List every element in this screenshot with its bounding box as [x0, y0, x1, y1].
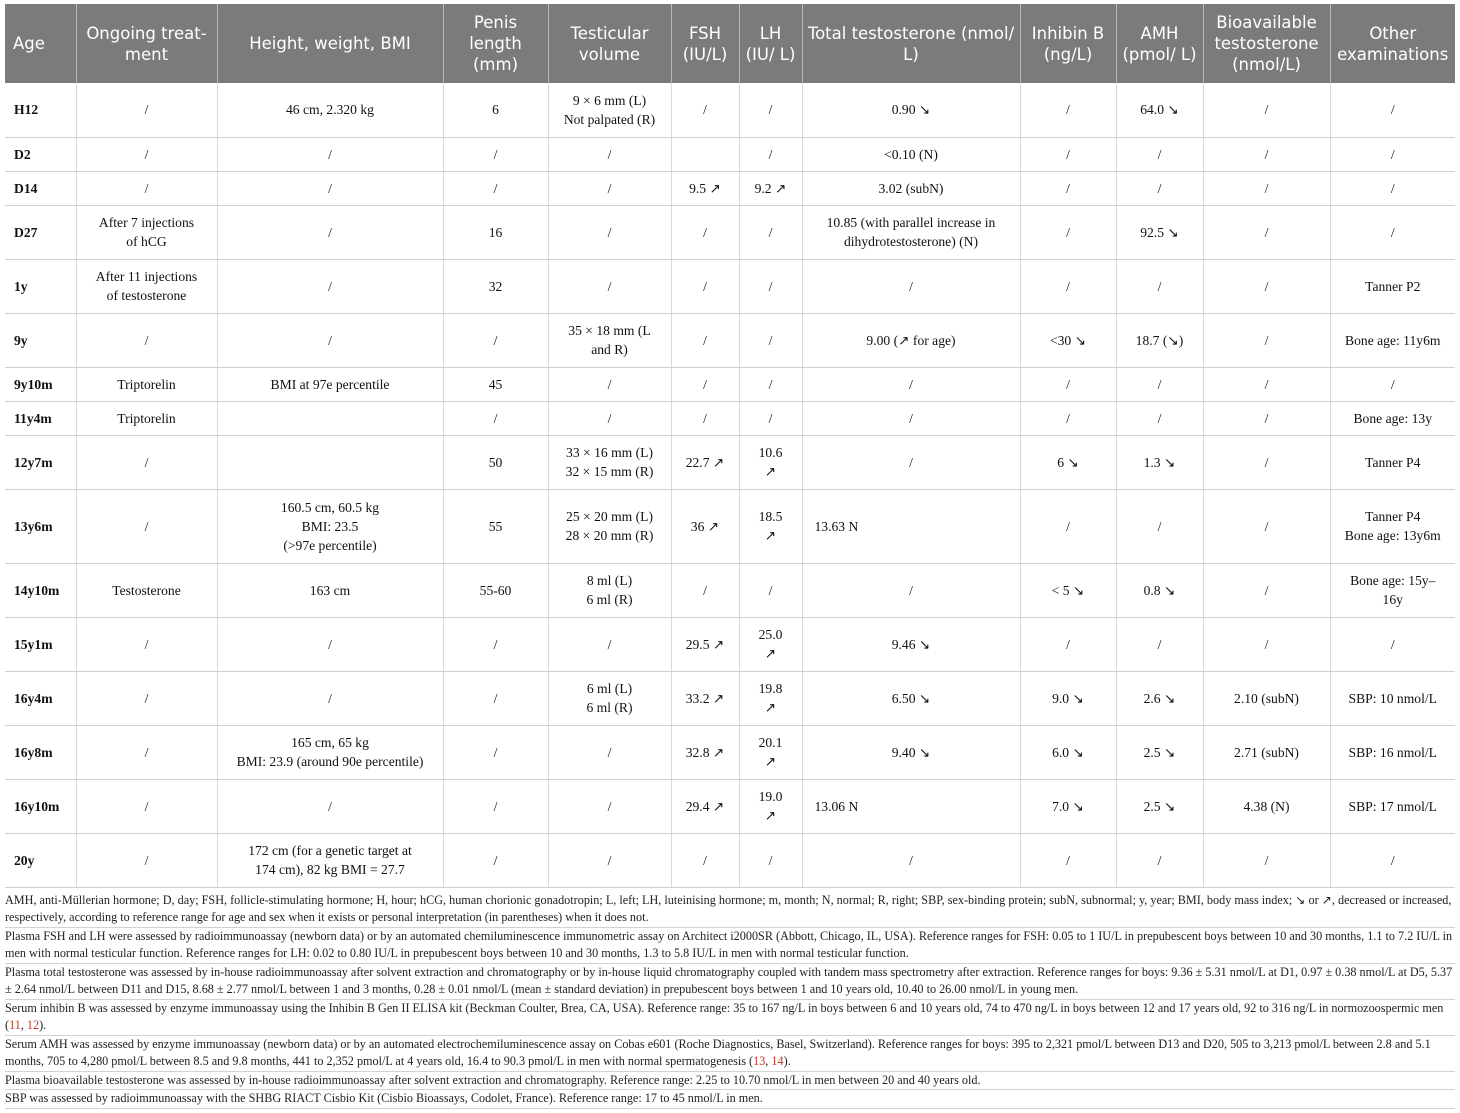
cell-amh: 0.8 ↘ — [1116, 563, 1203, 617]
cell-age: 20y — [5, 833, 76, 887]
cell-bioavailable-testosterone: / — [1203, 259, 1330, 313]
table-row — [5, 313, 1455, 367]
cell-age: D2 — [5, 137, 76, 171]
cell-height-weight-bmi: / — [217, 205, 443, 259]
cell-lh: / — [739, 401, 802, 435]
cell-penis-length: / — [443, 725, 548, 779]
cell-bioavailable-testosterone: / — [1203, 435, 1330, 489]
cell-bioavailable-testosterone: / — [1203, 489, 1330, 563]
col-header-treatment: Ongoing treat-ment — [76, 4, 217, 83]
cell-other-examinations: Bone age: 11y6m — [1330, 313, 1455, 367]
cell-lh: / — [739, 259, 802, 313]
cell-inhibin-b: / — [1020, 83, 1116, 137]
cell-penis-length: / — [443, 171, 548, 205]
cell-lh: 18.5 ↗ — [739, 489, 802, 563]
cell-height-weight-bmi: 172 cm (for a genetic target at 174 cm), 82 kg BMI = 27.7 — [217, 833, 443, 887]
cell-inhibin-b: / — [1020, 259, 1116, 313]
cell-testicular-volume: / — [548, 779, 671, 833]
cell-treatment: After 7 injections of hCG — [76, 205, 217, 259]
cell-age: 9y — [5, 313, 76, 367]
table-row — [5, 563, 1455, 617]
cell-other-examinations: / — [1330, 833, 1455, 887]
cell-amh: / — [1116, 259, 1203, 313]
table-row — [5, 137, 1455, 171]
cell-testicular-volume: 8 ml (L) 6 ml (R) — [548, 563, 671, 617]
cell-total-testosterone: / — [802, 435, 1020, 489]
header-row — [5, 4, 1455, 83]
cell-inhibin-b: 9.0 ↘ — [1020, 671, 1116, 725]
footnote-testosterone: Plasma total testosterone was assessed by in-house radioimmunoassay after solvent extraction and chromatography or by in-house liquid chromatography coupled with tandem mass spectrometry after extraction. Reference ranges for boys: 9.36 ± 5.31 nmol/L at D1, 0.97 ± 0.38 nmol/L at D5, 5.37 ± 2.64 nmol/L between D11 and D15, 8.68 ± 2.77 nmol/L between 1 and 3 months, 0.28 ± 0.01 nmol/L (mean ± standard deviation) in prepubescent boys between 1 and 10 years old, 10.40 to 26.00 nmol/L in young men. — [5, 964, 1455, 1000]
cell-treatment: / — [76, 171, 217, 205]
cell-total-testosterone: <0.10 (N) — [802, 137, 1020, 171]
cell-penis-length: 16 — [443, 205, 548, 259]
cell-bioavailable-testosterone: / — [1203, 313, 1330, 367]
footnote-inhibin — [5, 1000, 1455, 1036]
cell-height-weight-bmi: / — [217, 137, 443, 171]
cell-penis-length: / — [443, 671, 548, 725]
col-header-testicular-volume: Testicular volume — [548, 4, 671, 83]
cell-treatment: Testosterone — [76, 563, 217, 617]
cell-fsh: / — [671, 833, 739, 887]
cell-amh: / — [1116, 617, 1203, 671]
cell-total-testosterone: 3.02 (subN) — [802, 171, 1020, 205]
cell-treatment: / — [76, 489, 217, 563]
cell-height-weight-bmi: / — [217, 259, 443, 313]
cell-penis-length: / — [443, 313, 548, 367]
footnote-abbreviations: AMH, anti-Müllerian hormone; D, day; FSH, follicle-stimulating hormone; H, hour; hCG, human chorionic gonadotropin; L, left; LH, luteinising hormone; m, month; N, normal; R, right; SBP, sex-binding protein; subN, subnormal; y, year; BMI, body mass index; ↘ or ↗, decreased or increased, respectively, according to reference range for age and sex when it exists or personal interpretation (in parentheses) when it does not. — [5, 892, 1455, 928]
cell-fsh: 32.8 ↗ — [671, 725, 739, 779]
cell-inhibin-b: < 5 ↘ — [1020, 563, 1116, 617]
cell-age: D14 — [5, 171, 76, 205]
citation-separator: , — [765, 1054, 772, 1068]
footnote-sbp: SBP was assessed by radioimmunoassay with the SHBG RIACT Cisbio Kit (Cisbio Bioassays, Codolet, France). Reference range: 17 to 45 nmol/L in men. — [5, 1090, 1455, 1109]
citation-link[interactable]: 12 — [26, 1018, 40, 1032]
cell-bioavailable-testosterone: / — [1203, 205, 1330, 259]
cell-treatment: Triptorelin — [76, 367, 217, 401]
table-row — [5, 489, 1455, 563]
cell-inhibin-b: / — [1020, 833, 1116, 887]
cell-age: 15y1m — [5, 617, 76, 671]
cell-other-examinations: SBP: 10 nmol/L — [1330, 671, 1455, 725]
cell-bioavailable-testosterone: / — [1203, 137, 1330, 171]
cell-age: 14y10m — [5, 563, 76, 617]
cell-age: 11y4m — [5, 401, 76, 435]
col-header-total-testosterone: Total testosterone (nmol/ L) — [802, 4, 1020, 83]
cell-amh: / — [1116, 367, 1203, 401]
hormone-data-table — [5, 4, 1455, 888]
cell-bioavailable-testosterone: 4.38 (N) — [1203, 779, 1330, 833]
cell-other-examinations: / — [1330, 205, 1455, 259]
cell-bioavailable-testosterone: / — [1203, 401, 1330, 435]
cell-amh: 1.3 ↘ — [1116, 435, 1203, 489]
cell-penis-length: / — [443, 779, 548, 833]
cell-age: 13y6m — [5, 489, 76, 563]
cell-testicular-volume: / — [548, 617, 671, 671]
cell-height-weight-bmi: / — [217, 779, 443, 833]
cell-lh: 20.1 ↗ — [739, 725, 802, 779]
cell-amh: / — [1116, 171, 1203, 205]
table-row — [5, 617, 1455, 671]
cell-total-testosterone: 13.06 N — [802, 779, 1020, 833]
table-row — [5, 171, 1455, 205]
cell-treatment: / — [76, 83, 217, 137]
cell-amh: 2.5 ↘ — [1116, 779, 1203, 833]
cell-age: 9y10m — [5, 367, 76, 401]
cell-lh: / — [739, 205, 802, 259]
cell-inhibin-b: / — [1020, 205, 1116, 259]
cell-age: 16y10m — [5, 779, 76, 833]
cell-penis-length: / — [443, 617, 548, 671]
cell-total-testosterone: / — [802, 367, 1020, 401]
cell-lh: 19.8 ↗ — [739, 671, 802, 725]
cell-treatment: Triptorelin — [76, 401, 217, 435]
cell-fsh: / — [671, 367, 739, 401]
cell-inhibin-b: / — [1020, 367, 1116, 401]
cell-lh: / — [739, 313, 802, 367]
cell-total-testosterone: / — [802, 563, 1020, 617]
cell-bioavailable-testosterone: 2.71 (subN) — [1203, 725, 1330, 779]
cell-height-weight-bmi: / — [217, 171, 443, 205]
cell-lh: 25.0 ↗ — [739, 617, 802, 671]
footnote-amh-text: Serum AMH was assessed by enzyme immunoassay (newborn data) or by an automated electrochemiluminescence assay on Cobas e601 (Roche Diagnostics, Basel, Switzerland). Reference ranges for boys: 395 to 2,321 pmol/L between D13 and D20, 505 to 3,213 pmol/L between 2.8 and 5.1 months, 705 to 4,280 pmol/L between 8.5 and 9.8 months, 441 to 2,352 pmol/L at 4 years old, 16.4 to 90.3 pmol/L in men with normal spermatogenesis ( — [5, 1036, 1431, 1068]
cell-penis-length: / — [443, 137, 548, 171]
cell-treatment: / — [76, 671, 217, 725]
cell-treatment: After 11 injections of testosterone — [76, 259, 217, 313]
cell-height-weight-bmi: 163 cm — [217, 563, 443, 617]
cell-fsh — [671, 137, 739, 171]
cell-inhibin-b: 7.0 ↘ — [1020, 779, 1116, 833]
cell-age: D27 — [5, 205, 76, 259]
cell-amh: 2.5 ↘ — [1116, 725, 1203, 779]
cell-lh: / — [739, 83, 802, 137]
cell-treatment: / — [76, 833, 217, 887]
col-header-inhibin-b: Inhibin B (ng/L) — [1020, 4, 1116, 83]
col-header-age: Age — [5, 4, 76, 83]
table-container — [5, 4, 1455, 1109]
cell-lh: 19.0 ↗ — [739, 779, 802, 833]
cell-testicular-volume: 25 × 20 mm (L) 28 × 20 mm (R) — [548, 489, 671, 563]
cell-bioavailable-testosterone: / — [1203, 171, 1330, 205]
footnote-inhibin-text: Serum inhibin B was assessed by enzyme immunoassay using the Inhibin B Gen II ELISA kit (Beckman Coulter, Brea, CA, USA). Reference range: 35 to 167 ng/L in boys between 6 and 10 years old, 74 to 470 ng/L in boys between 12 and 17 years old, 92 to 316 ng/L in normozoospermic men ( — [5, 1000, 1444, 1032]
table-row — [5, 435, 1455, 489]
table-row — [5, 725, 1455, 779]
cell-other-examinations: / — [1330, 83, 1455, 137]
table-row — [5, 259, 1455, 313]
cell-height-weight-bmi: / — [217, 617, 443, 671]
cell-fsh: 33.2 ↗ — [671, 671, 739, 725]
cell-bioavailable-testosterone: / — [1203, 83, 1330, 137]
cell-amh: / — [1116, 137, 1203, 171]
cell-age: 12y7m — [5, 435, 76, 489]
cell-testicular-volume: / — [548, 725, 671, 779]
citation-link[interactable]: 11 — [9, 1018, 21, 1032]
cell-treatment: / — [76, 313, 217, 367]
cell-amh: 18.7 (↘) — [1116, 313, 1203, 367]
cell-other-examinations: Bone age: 13y — [1330, 401, 1455, 435]
cell-other-examinations: SBP: 17 nmol/L — [1330, 779, 1455, 833]
cell-other-examinations: Tanner P2 — [1330, 259, 1455, 313]
cell-fsh: / — [671, 83, 739, 137]
cell-fsh: 29.5 ↗ — [671, 617, 739, 671]
cell-total-testosterone: 9.40 ↘ — [802, 725, 1020, 779]
cell-bioavailable-testosterone: / — [1203, 833, 1330, 887]
cell-amh: 64.0 ↘ — [1116, 83, 1203, 137]
cell-inhibin-b: 6 ↘ — [1020, 435, 1116, 489]
cell-bioavailable-testosterone: / — [1203, 617, 1330, 671]
cell-testicular-volume: / — [548, 367, 671, 401]
cell-total-testosterone: 0.90 ↘ — [802, 83, 1020, 137]
cell-total-testosterone: 10.85 (with parallel increase in dihydrotestosterone) (N) — [802, 205, 1020, 259]
table-row — [5, 401, 1455, 435]
cell-testicular-volume: 33 × 16 mm (L) 32 × 15 mm (R) — [548, 435, 671, 489]
cell-testicular-volume: / — [548, 259, 671, 313]
col-header-lh: LH (IU/ L) — [739, 4, 802, 83]
cell-age: 1y — [5, 259, 76, 313]
cell-treatment: / — [76, 435, 217, 489]
cell-other-examinations: / — [1330, 137, 1455, 171]
cell-inhibin-b: / — [1020, 171, 1116, 205]
cell-fsh: / — [671, 313, 739, 367]
cell-treatment: / — [76, 137, 217, 171]
cell-testicular-volume: / — [548, 205, 671, 259]
cell-treatment: / — [76, 779, 217, 833]
cell-total-testosterone: 13.63 N — [802, 489, 1020, 563]
footnote-amh-end: ). — [783, 1054, 791, 1068]
cell-inhibin-b: <30 ↘ — [1020, 313, 1116, 367]
table-row — [5, 779, 1455, 833]
cell-total-testosterone: 9.46 ↘ — [802, 617, 1020, 671]
cell-fsh: / — [671, 259, 739, 313]
cell-lh: / — [739, 367, 802, 401]
col-header-other-examinations: Other examinations — [1330, 4, 1455, 83]
cell-other-examinations: / — [1330, 617, 1455, 671]
cell-total-testosterone: / — [802, 259, 1020, 313]
cell-other-examinations: Tanner P4 — [1330, 435, 1455, 489]
col-header-penis-length: Penis length (mm) — [443, 4, 548, 83]
cell-total-testosterone: / — [802, 833, 1020, 887]
cell-inhibin-b: 6.0 ↘ — [1020, 725, 1116, 779]
table-row — [5, 83, 1455, 137]
cell-lh: 10.6 ↗ — [739, 435, 802, 489]
cell-bioavailable-testosterone: 2.10 (subN) — [1203, 671, 1330, 725]
cell-penis-length: 6 — [443, 83, 548, 137]
table-body — [5, 83, 1455, 887]
cell-other-examinations: / — [1330, 171, 1455, 205]
cell-height-weight-bmi: 165 cm, 65 kg BMI: 23.9 (around 90e percentile) — [217, 725, 443, 779]
cell-fsh: 9.5 ↗ — [671, 171, 739, 205]
table-row — [5, 833, 1455, 887]
table-row — [5, 205, 1455, 259]
cell-age: 16y4m — [5, 671, 76, 725]
cell-inhibin-b: / — [1020, 137, 1116, 171]
cell-age: H12 — [5, 83, 76, 137]
cell-treatment: / — [76, 725, 217, 779]
cell-other-examinations: Bone age: 15y– 16y — [1330, 563, 1455, 617]
cell-height-weight-bmi: 160.5 cm, 60.5 kg BMI: 23.5 (>97e percentile) — [217, 489, 443, 563]
cell-testicular-volume: / — [548, 401, 671, 435]
cell-height-weight-bmi — [217, 435, 443, 489]
cell-fsh: 36 ↗ — [671, 489, 739, 563]
cell-testicular-volume: / — [548, 171, 671, 205]
cell-total-testosterone: / — [802, 401, 1020, 435]
cell-lh: 9.2 ↗ — [739, 171, 802, 205]
cell-fsh: / — [671, 205, 739, 259]
cell-lh: / — [739, 833, 802, 887]
cell-penis-length: 50 — [443, 435, 548, 489]
cell-fsh: 22.7 ↗ — [671, 435, 739, 489]
cell-inhibin-b: / — [1020, 401, 1116, 435]
cell-testicular-volume: 35 × 18 mm (L and R) — [548, 313, 671, 367]
cell-amh: 2.6 ↘ — [1116, 671, 1203, 725]
cell-penis-length: / — [443, 401, 548, 435]
cell-testicular-volume: 9 × 6 mm (L) Not palpated (R) — [548, 83, 671, 137]
cell-total-testosterone: 6.50 ↘ — [802, 671, 1020, 725]
cell-penis-length: 45 — [443, 367, 548, 401]
cell-penis-length: / — [443, 833, 548, 887]
cell-amh: / — [1116, 401, 1203, 435]
cell-inhibin-b: / — [1020, 617, 1116, 671]
cell-bioavailable-testosterone: / — [1203, 563, 1330, 617]
footnote-fsh-lh: Plasma FSH and LH were assessed by radioimmunoassay (newborn data) or by an automated chemiluminescence immunometric assay on Architect i2000SR (Abbott, Chicago, IL, USA). Reference ranges for FSH: 0.05 to 1 IU/L in prepubescent boys between 10 and 30 months, 1.1 to 7.2 IU/L in men with normal testicular function. Reference ranges for LH: 0.02 to 0.80 IU/L in prepubescent boys between 10 and 30 months, 1.3 to 5.8 IU/L in men with normal testicular function. — [5, 928, 1455, 964]
cell-amh: 92.5 ↘ — [1116, 205, 1203, 259]
footnote-bioavailable: Plasma bioavailable testosterone was assessed by in-house radioimmunoassay after solvent extraction and chromatography. Reference range: 2.25 to 10.70 nmol/L in men between 20 and 40 years old. — [5, 1072, 1455, 1091]
cell-height-weight-bmi: 46 cm, 2.320 kg — [217, 83, 443, 137]
cell-inhibin-b: / — [1020, 489, 1116, 563]
citation-separator: , — [20, 1018, 27, 1032]
cell-amh: / — [1116, 833, 1203, 887]
cell-fsh: / — [671, 401, 739, 435]
cell-fsh: / — [671, 563, 739, 617]
cell-testicular-volume: 6 ml (L) 6 ml (R) — [548, 671, 671, 725]
cell-other-examinations: / — [1330, 367, 1455, 401]
cell-bioavailable-testosterone: / — [1203, 367, 1330, 401]
cell-height-weight-bmi — [217, 401, 443, 435]
cell-other-examinations: Tanner P4 Bone age: 13y6m — [1330, 489, 1455, 563]
cell-other-examinations: SBP: 16 nmol/L — [1330, 725, 1455, 779]
cell-testicular-volume: / — [548, 833, 671, 887]
footnote-inhibin-end: ). — [39, 1018, 47, 1032]
cell-penis-length: 32 — [443, 259, 548, 313]
cell-height-weight-bmi: / — [217, 671, 443, 725]
col-header-amh: AMH (pmol/ L) — [1116, 4, 1203, 83]
cell-penis-length: 55-60 — [443, 563, 548, 617]
cell-total-testosterone: 9.00 (↗ for age) — [802, 313, 1020, 367]
table-row — [5, 671, 1455, 725]
table-row — [5, 367, 1455, 401]
footnote-amh — [5, 1036, 1455, 1072]
citation-link[interactable]: 13 — [753, 1054, 766, 1068]
col-header-fsh: FSH (IU/L) — [671, 4, 739, 83]
cell-amh: / — [1116, 489, 1203, 563]
col-header-height-weight-bmi: Height, weight, BMI — [217, 4, 443, 83]
cell-treatment: / — [76, 617, 217, 671]
cell-testicular-volume: / — [548, 137, 671, 171]
cell-lh: / — [739, 563, 802, 617]
col-header-bioavailable-testosterone: Bioavailable testosterone (nmol/L) — [1203, 4, 1330, 83]
cell-lh: / — [739, 137, 802, 171]
cell-age: 16y8m — [5, 725, 76, 779]
cell-penis-length: 55 — [443, 489, 548, 563]
cell-height-weight-bmi: BMI at 97e percentile — [217, 367, 443, 401]
cell-height-weight-bmi: / — [217, 313, 443, 367]
cell-fsh: 29.4 ↗ — [671, 779, 739, 833]
table-footnotes — [5, 892, 1455, 1109]
citation-link[interactable]: 14 — [771, 1054, 784, 1068]
